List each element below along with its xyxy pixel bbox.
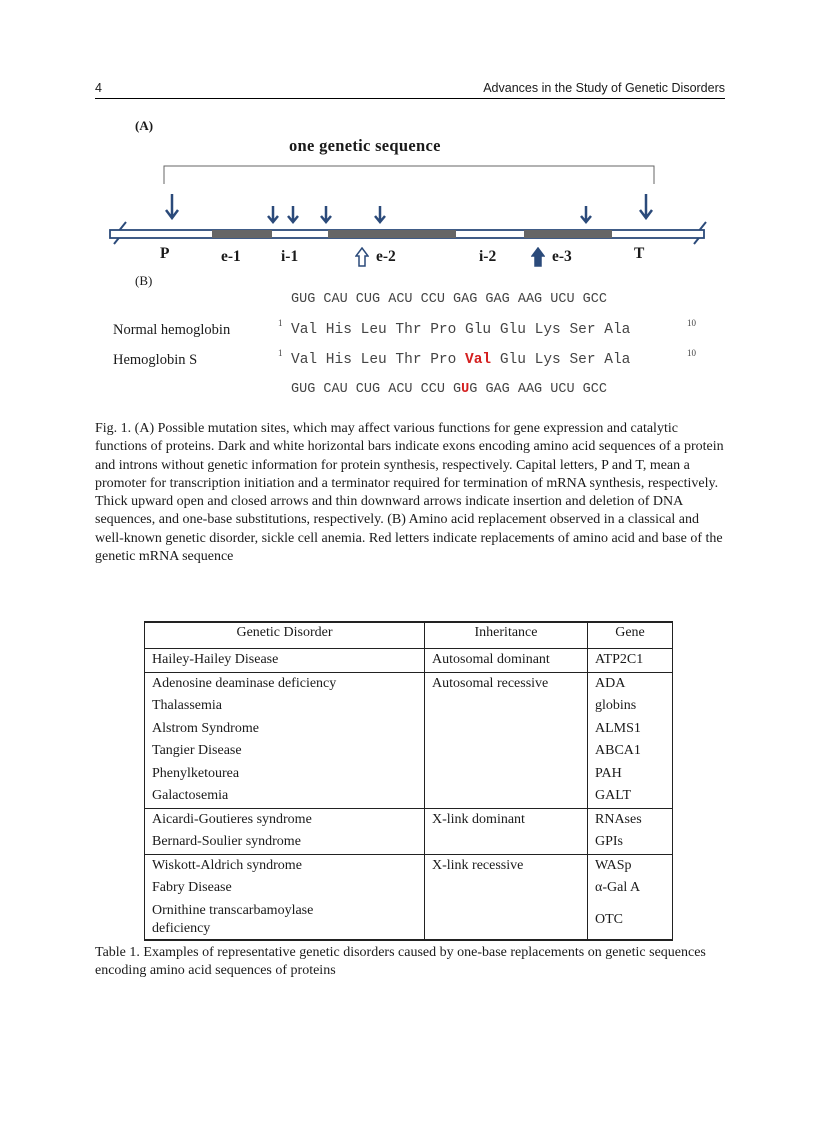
arrow-down-icon [288, 206, 298, 222]
normal-aa-sequence: Val His Leu Thr Pro Glu Glu Lys Ser Ala [291, 322, 631, 338]
exon-1 [212, 230, 272, 238]
region-label-terminator: T [634, 245, 645, 262]
disorder-cell: Hailey-Hailey Disease [145, 649, 425, 673]
normal-start-index: 1 [278, 318, 283, 328]
replaced-base: U [461, 382, 470, 397]
figure-a-label: (A) [135, 118, 154, 133]
sequence-bracket [164, 166, 654, 184]
disorder-cell: Adenosine deaminase deficiency Thalassemia Alstrom Syndrome Tangier Disease Phenylketourea Galactosemia [145, 672, 425, 808]
gene-cell: ADA globins ALMS1 ABCA1 PAH GALT [588, 672, 673, 808]
table-row [145, 808, 673, 854]
inheritance-cell: X-link dominant [425, 808, 588, 854]
open-up-arrow-icon [355, 247, 369, 267]
region-label-intron-2: i-2 [479, 248, 497, 265]
region-label-intron-1: i-1 [281, 248, 299, 265]
table-header-row [145, 622, 673, 649]
exon-3 [524, 230, 612, 238]
arrow-down-icon [321, 206, 331, 222]
arrow-down-icon [640, 194, 652, 218]
inheritance-cell: Autosomal dominant [425, 649, 588, 673]
exon-2 [328, 230, 456, 238]
gene-cell: RNAses GPIs [588, 808, 673, 854]
running-header [95, 80, 725, 99]
column-header: Genetic Disorder [145, 622, 425, 649]
genetic-disorders-table [144, 621, 673, 941]
table-row [145, 649, 673, 673]
mutant-aa-sequence: Val His Leu Thr Pro Val Glu Lys Ser Ala [291, 352, 631, 368]
gene-cell: ATP2C1 [588, 649, 673, 673]
inheritance-cell: X-link recessive [425, 854, 588, 940]
inheritance-cell: Autosomal recessive [425, 672, 588, 808]
figure-caption: Fig. 1. (A) Possible mutation sites, which may affect various functions for gene expression and catalytic functions of proteins. Dark and white horizontal bars indicate exons encoding amino acid sequences of a protein and introns without genetic information for protein synthesis, respectively. Capital letters, P and T, mean a promoter for transcription initiation and a terminator required for termination of mRNA synthesis, respectively. Thick upward open and closed arrows and thin downward arrows indicate insertion and deletion of DNA sequences, and one-base substitutions, respectively. (B) Amino acid replacement observed in a classical and well-known genetic disorder, sickle cell anemia. Red letters indicate replacements of amino acid and base of the genetic mRNA sequence [95, 421, 724, 565]
normal-hemoglobin-label: Normal hemoglobin [113, 322, 231, 338]
arrow-down-icon [268, 206, 278, 222]
region-label-exon-3: e-3 [552, 248, 572, 265]
page-number: 4 [95, 81, 102, 95]
column-header: Gene [588, 622, 673, 649]
normal-end-index: 10 [687, 318, 696, 328]
book-title: Advances in the Study of Genetic Disorders [483, 81, 725, 95]
table-caption: Table 1. Examples of representative genetic disorders caused by one-base replacements on genetic sequences encoding amino acid sequences of proteins [95, 945, 706, 979]
substitution-arrows [166, 194, 652, 222]
figure-a-title: one genetic sequence [289, 136, 441, 155]
region-label-exon-1: e-1 [221, 248, 241, 265]
figure-b-label: (B) [135, 273, 153, 288]
gene-diagram [100, 160, 715, 245]
codons-mutant: GUG CAU CUG ACU CCU GUG GAG AAG UCU GCC [291, 382, 607, 397]
disorder-cell: Wiskott-Aldrich syndrome Fabry Disease Ornithine transcarbamoylase deficiency [145, 854, 425, 940]
arrow-down-icon [581, 206, 591, 222]
region-label-promoter: P [160, 245, 170, 262]
arrow-down-icon [375, 206, 385, 222]
mutant-end-index: 10 [687, 348, 696, 358]
column-header: Inheritance [425, 622, 588, 649]
disorder-cell: Aicardi-Goutieres syndrome Bernard-Soulier syndrome [145, 808, 425, 854]
closed-up-arrow-icon [531, 247, 545, 267]
table-row [145, 672, 673, 808]
arrow-down-icon [166, 194, 178, 218]
gene-cell: WASp α-Gal A OTC [588, 854, 673, 940]
codons-normal: GUG CAU CUG ACU CCU GAG GAG AAG UCU GCC [291, 292, 607, 307]
table-row [145, 854, 673, 940]
region-label-exon-2: e-2 [376, 248, 396, 265]
hemoglobin-s-label: Hemoglobin S [113, 352, 198, 368]
replaced-amino-acid: Val [465, 352, 492, 368]
mutant-start-index: 1 [278, 348, 283, 358]
